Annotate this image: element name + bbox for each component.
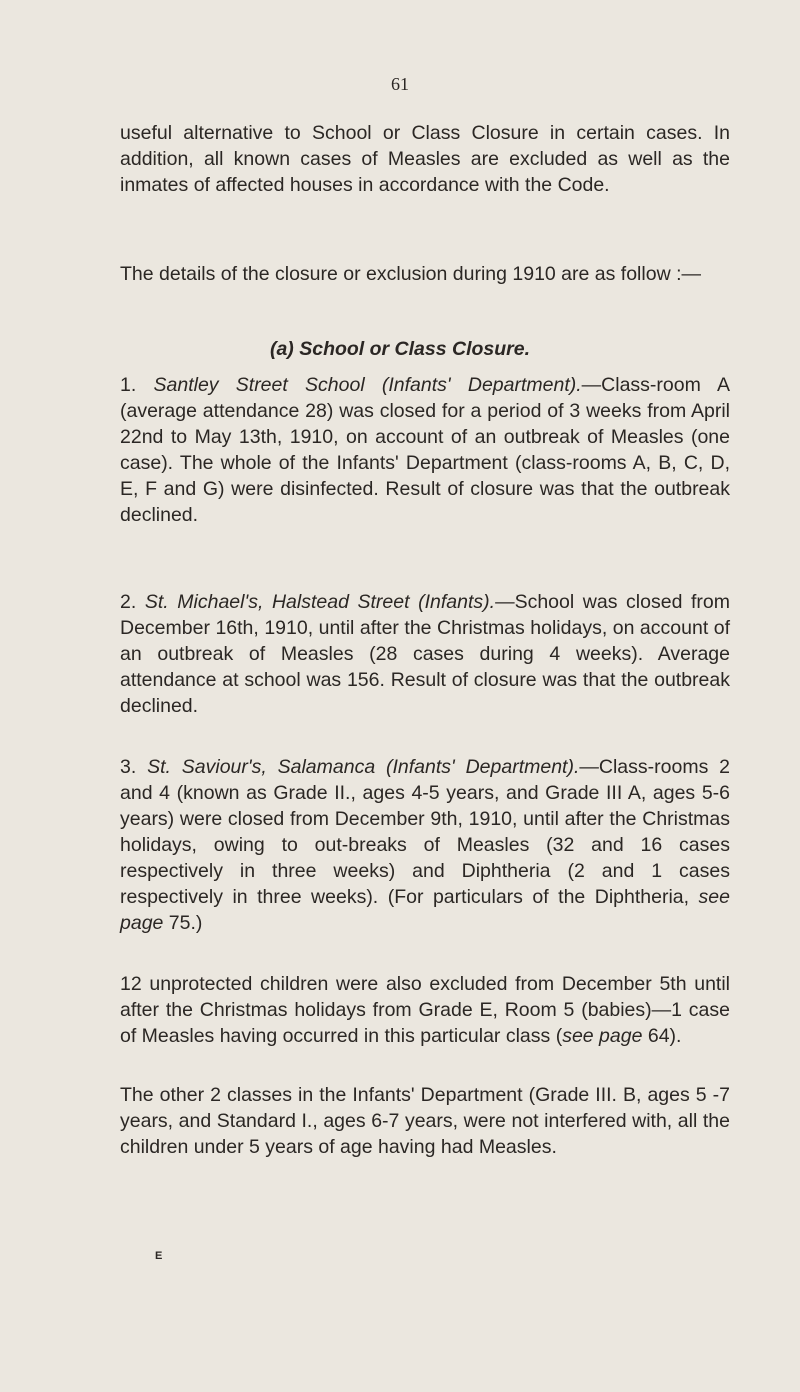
page-number: 61 (391, 74, 409, 94)
entry-3-ref-after: 75.) (163, 912, 203, 934)
entry-1 (120, 372, 730, 528)
entry-2-title: St. Michael's, Halstead Street (Infants). (144, 591, 496, 613)
entry-3-title: St. Saviour's, Salamanca (Infants' Department). (147, 756, 580, 778)
entry-3-ref-italic: see page (120, 886, 730, 934)
entry-3-body: —Class-rooms 2 and 4 (known as Grade II., ages 4-5 years, and Grade III A, ages 5-6 years) were closed from December 9th, 1910, until after the Christmas holidays, owing to out-breaks of Measles (32 and 16 cases respectively in three weeks) and Diphtheria (2 and 1 cases respectively in three weeks). (120, 756, 730, 908)
unprotected-text: 12 unprotected children were also excluded from December 5th until after the Christmas holidays from Grade E, Room 5 (babies)—1 case of Measles having occurred in this particular class ( (120, 973, 730, 1047)
entry-3-ref-before: (For particulars of the Diphtheria, (387, 886, 699, 908)
unprotected-ref-italic: see page (562, 1025, 643, 1047)
signature-mark: E (155, 1250, 163, 1262)
entry-1-body: —Class-room A (average attendance 28) was closed for a period of 3 weeks from April 22nd to May 13th, 1910, on account of an outbreak of Measles (one case). The whole of the Infants' Department (class-rooms A, B, C, D, E, F and G) were disinfected. Result of closure was that the outbreak declined. (120, 374, 730, 526)
unprotected-ref-after: 64). (642, 1025, 682, 1047)
entry-3-number: 3. (120, 756, 137, 778)
paragraph-details-intro (120, 261, 730, 287)
entry-3 (120, 754, 730, 936)
section-heading: (a) School or Class Closure. (269, 338, 531, 360)
paragraph-unprotected (120, 971, 730, 1049)
intro-text: useful alternative to School or Class Closure in certain cases. In addition, all known cases of Measles are excluded as well as the inmates of affected houses in accordance with the Code. (120, 122, 730, 196)
paragraph-intro (120, 120, 730, 198)
details-intro-text: The details of the closure or exclusion during 1910 are as follow :— (120, 263, 701, 285)
paragraph-other-classes (120, 1082, 730, 1160)
entry-2-body: —School was closed from December 16th, 1910, until after the Christmas holidays, on account of an outbreak of Measles (28 cases during 4 weeks). Average attendance at school was 156. Result of closure was that the outbreak declined. (120, 591, 731, 717)
entry-1-number: 1. (120, 374, 137, 396)
entry-1-title: Santley Street School (Infants' Department). (153, 374, 582, 396)
entry-2-number: 2. (120, 591, 137, 613)
other-classes-text: The other 2 classes in the Infants' Department (Grade III. B, ages 5 -7 years, and Standard I., ages 6-7 years, were not interfered with, all the children under 5 years of age having had Measles. (120, 1084, 730, 1158)
entry-2 (120, 589, 730, 719)
